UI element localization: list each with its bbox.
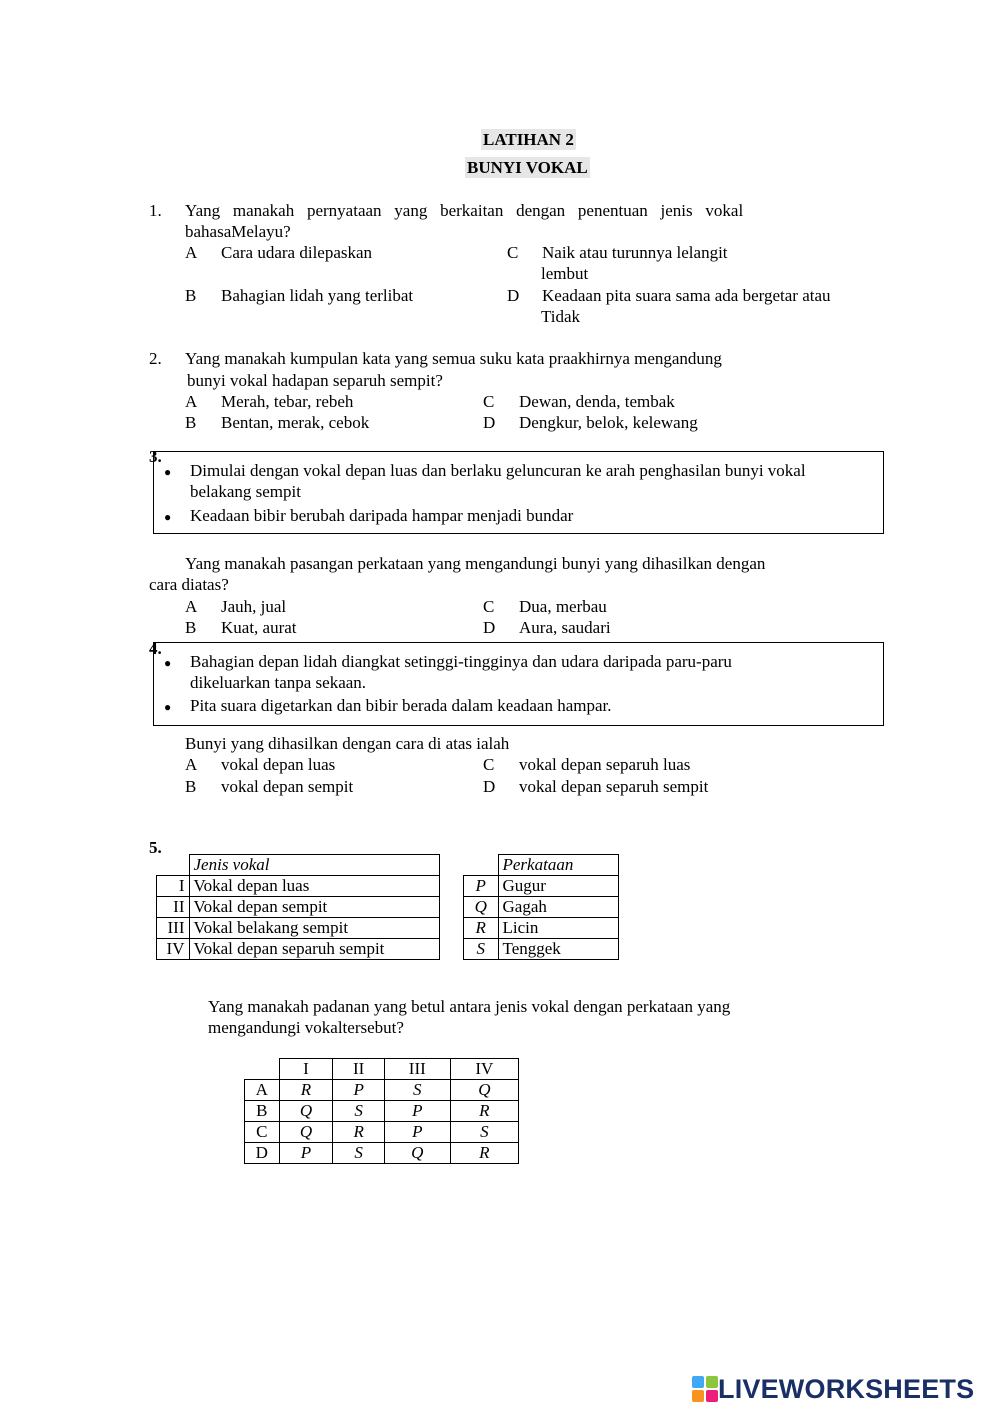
option-d: Keadaan pita suara sama ada bergetar atau bbox=[542, 286, 831, 305]
answer-cell: P bbox=[279, 1143, 333, 1164]
table-row bbox=[245, 1122, 519, 1143]
answer-cell: P bbox=[384, 1101, 450, 1122]
answer-cell: R bbox=[450, 1101, 518, 1122]
option-letter: C bbox=[483, 597, 495, 616]
question-text: Yang manakah kumpulan kata yang semua suku kata praakhirnya mengandung bbox=[185, 349, 722, 368]
question-text: cara diatas? bbox=[149, 575, 229, 594]
option-letter: D bbox=[483, 618, 496, 637]
bullet-icon: ● bbox=[164, 510, 172, 524]
option-b: vokal depan sempit bbox=[221, 777, 354, 796]
question-text: Bunyi yang dihasilkan dengan cara di atas ialah bbox=[185, 734, 510, 753]
question-number: 4. bbox=[149, 639, 162, 658]
option-letter: D bbox=[483, 413, 496, 432]
option-b: Bahagian lidah yang terlibat bbox=[221, 286, 414, 305]
table-row bbox=[464, 939, 619, 960]
option-letter: B bbox=[185, 618, 197, 637]
bullet-text: Keadaan bibir berubah daripada hampar menjadi bundar bbox=[190, 506, 574, 525]
liveworksheets-logo[interactable] bbox=[692, 1373, 975, 1404]
option-letter: C bbox=[483, 755, 495, 774]
row-word: Gagah bbox=[498, 897, 619, 918]
row-key: Q bbox=[464, 897, 499, 918]
row-number: I bbox=[157, 876, 190, 897]
option-d: Aura, saudari bbox=[519, 618, 611, 637]
table-row bbox=[245, 1143, 519, 1164]
column-header: III bbox=[384, 1059, 450, 1080]
row-word: Licin bbox=[498, 918, 619, 939]
table-row bbox=[245, 1080, 519, 1101]
option-a: Merah, tebar, rebeh bbox=[221, 392, 354, 411]
bullet-text: Pita suara digetarkan dan bibir berada dalam keadaan hampar. bbox=[190, 696, 612, 715]
word-table bbox=[463, 854, 619, 960]
option-b: Bentan, merak, cebok bbox=[221, 413, 370, 432]
bullet-text: dikeluarkan tanpa sekaan. bbox=[190, 673, 367, 692]
question-text: bahasaMelayu? bbox=[185, 222, 291, 241]
option-c: Naik atau turunnya lelangit bbox=[542, 243, 728, 262]
option-c: vokal depan separuh luas bbox=[519, 755, 691, 774]
row-number: IV bbox=[157, 939, 190, 960]
answer-cell: R bbox=[333, 1122, 384, 1143]
table-row bbox=[157, 918, 440, 939]
option-label: C bbox=[245, 1122, 280, 1143]
option-letter: A bbox=[185, 392, 198, 411]
liveworksheets-wordmark: LIVEWORKSHEETS bbox=[718, 1373, 975, 1404]
table-row bbox=[464, 876, 619, 897]
table-row bbox=[464, 897, 619, 918]
row-label: Vokal belakang sempit bbox=[189, 918, 440, 939]
bullet-icon: ● bbox=[164, 700, 172, 714]
bullet-text: Bahagian depan lidah diangkat setinggi-tingginya dan udara daripada paru-paru bbox=[190, 652, 732, 671]
answer-cell: Q bbox=[279, 1101, 333, 1122]
table-header: Jenis vokal bbox=[189, 855, 440, 876]
column-header: II bbox=[333, 1059, 384, 1080]
option-letter: B bbox=[185, 777, 197, 796]
option-letter: D bbox=[483, 777, 496, 796]
option-c: Dewan, denda, tembak bbox=[519, 392, 675, 411]
answer-cell: S bbox=[384, 1080, 450, 1101]
answer-cell: S bbox=[333, 1143, 384, 1164]
answer-cell: Q bbox=[279, 1122, 333, 1143]
column-header: I bbox=[279, 1059, 333, 1080]
answer-cell: R bbox=[450, 1143, 518, 1164]
answer-table bbox=[244, 1058, 519, 1164]
row-label: Vokal depan separuh sempit bbox=[189, 939, 440, 960]
option-letter: A bbox=[185, 243, 198, 262]
table-header: Perkataan bbox=[498, 855, 619, 876]
option-a: Jauh, jual bbox=[221, 597, 287, 616]
bullet-icon: ● bbox=[164, 656, 172, 670]
row-number: III bbox=[157, 918, 190, 939]
bullet-icon: ● bbox=[164, 465, 172, 479]
option-b: Kuat, aurat bbox=[221, 618, 297, 637]
answer-cell: R bbox=[279, 1080, 333, 1101]
row-key: R bbox=[464, 918, 499, 939]
question-number: 2. bbox=[149, 349, 162, 368]
answer-cell: Q bbox=[384, 1143, 450, 1164]
question-text: Yang manakah padanan yang betul antara jenis vokal dengan perkataan yang bbox=[208, 997, 731, 1016]
row-number: II bbox=[157, 897, 190, 918]
row-word: Tenggek bbox=[498, 939, 619, 960]
option-letter: B bbox=[185, 413, 197, 432]
option-label: D bbox=[245, 1143, 280, 1164]
answer-cell: S bbox=[333, 1101, 384, 1122]
liveworksheets-icon bbox=[692, 1376, 718, 1402]
option-d: Dengkur, belok, kelewang bbox=[519, 413, 698, 432]
page-title: LATIHAN 2 bbox=[483, 130, 574, 149]
table-row bbox=[157, 876, 440, 897]
option-label: A bbox=[245, 1080, 280, 1101]
table-row bbox=[464, 918, 619, 939]
question-text: Yang manakah pernyataan yang berkaitan dengan penentuan jenis vokal bbox=[185, 201, 744, 220]
question-number: 1. bbox=[149, 201, 162, 220]
row-word: Gugur bbox=[498, 876, 619, 897]
answer-cell: P bbox=[384, 1122, 450, 1143]
option-c: Dua, merbau bbox=[519, 597, 607, 616]
table-row bbox=[157, 939, 440, 960]
vowel-type-table bbox=[156, 854, 440, 960]
answer-cell: P bbox=[333, 1080, 384, 1101]
row-label: Vokal depan sempit bbox=[189, 897, 440, 918]
option-label: B bbox=[245, 1101, 280, 1122]
option-letter: B bbox=[185, 286, 197, 305]
table-row bbox=[157, 897, 440, 918]
table-cell-empty bbox=[245, 1059, 280, 1080]
bullet-text: belakang sempit bbox=[190, 482, 301, 501]
option-letter: A bbox=[185, 755, 198, 774]
row-key: P bbox=[464, 876, 499, 897]
answer-cell: S bbox=[450, 1122, 518, 1143]
option-letter: C bbox=[507, 243, 519, 262]
column-header: IV bbox=[450, 1059, 518, 1080]
question-number: 5. bbox=[149, 838, 162, 857]
option-a: Cara udara dilepaskan bbox=[221, 243, 373, 262]
option-a: vokal depan luas bbox=[221, 755, 336, 774]
option-letter: A bbox=[185, 597, 198, 616]
table-cell-empty bbox=[464, 855, 499, 876]
table-cell-empty bbox=[157, 855, 190, 876]
option-d: Tidak bbox=[541, 307, 581, 326]
option-letter: C bbox=[483, 392, 495, 411]
table-row bbox=[245, 1101, 519, 1122]
question-text: bunyi vokal hadapan separuh sempit? bbox=[187, 371, 443, 390]
option-c: lembut bbox=[541, 264, 589, 283]
row-key: S bbox=[464, 939, 499, 960]
option-letter: D bbox=[507, 286, 520, 305]
question-text: Yang manakah pasangan perkataan yang mengandungi bunyi yang dihasilkan dengan bbox=[185, 554, 766, 573]
question-text: mengandungi vokaltersebut? bbox=[208, 1018, 404, 1037]
answer-cell: Q bbox=[450, 1080, 518, 1101]
row-label: Vokal depan luas bbox=[189, 876, 440, 897]
bullet-text: Dimulai dengan vokal depan luas dan berlaku geluncuran ke arah penghasilan bunyi vokal bbox=[190, 461, 806, 480]
question-number: 3. bbox=[149, 447, 162, 466]
page-subtitle: BUNYI VOKAL bbox=[467, 158, 588, 177]
option-d: vokal depan separuh sempit bbox=[519, 777, 709, 796]
